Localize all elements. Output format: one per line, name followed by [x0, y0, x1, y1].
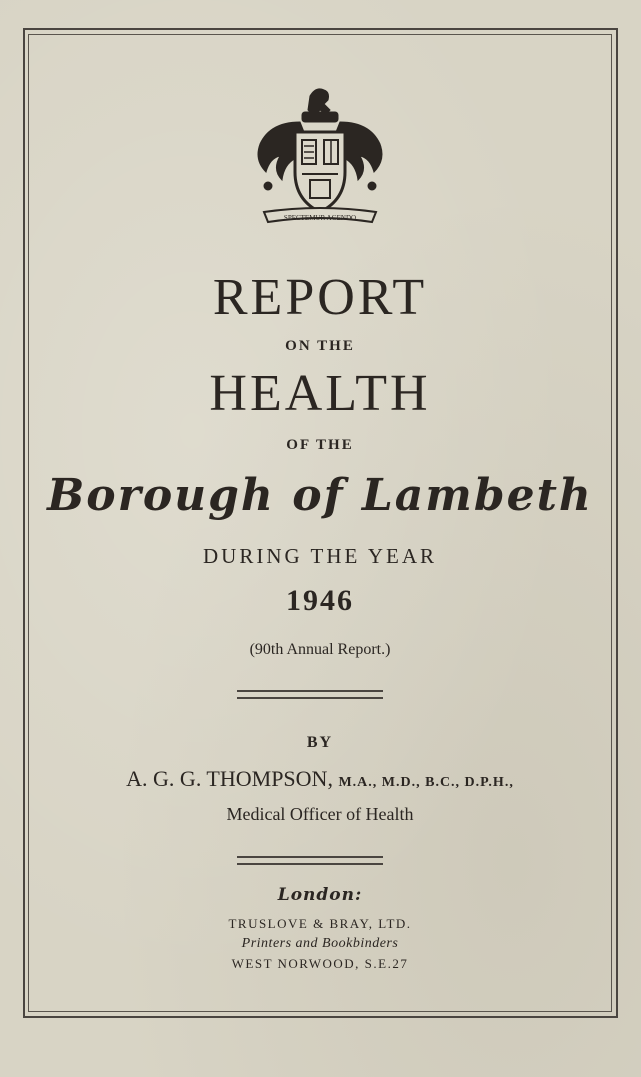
author-qualifications: M.A., M.D., B.C., D.P.H., — [338, 775, 514, 790]
report-year: 1946 — [286, 584, 354, 617]
during-the-year: DURING THE YEAR — [203, 544, 437, 568]
author-name: A. G. G. THOMPSON, — [126, 766, 333, 791]
divider-rule — [237, 856, 383, 865]
crest-motto: SPECTEMUR AGENDO — [283, 214, 357, 222]
coat-of-arms-icon — [250, 82, 390, 232]
author-title: Medical Officer of Health — [226, 804, 414, 824]
annual-report-number: (90th Annual Report.) — [249, 641, 391, 658]
printer-name: TRUSLOVE & BRAY, LTD. — [228, 916, 412, 931]
title-health: HEALTH — [209, 365, 431, 422]
printer-address: WEST NORWOOD, S.E.27 — [231, 956, 409, 971]
by-label: BY — [306, 734, 334, 751]
author-line — [28, 766, 612, 792]
on-the-label: ON THE — [285, 338, 355, 354]
divider-rule — [237, 690, 383, 699]
printer-description: Printers and Bookbinders — [241, 936, 399, 951]
publication-city: London: — [277, 885, 363, 905]
of-the-label: OF THE — [286, 437, 354, 453]
title-report: REPORT — [212, 269, 428, 326]
borough-name: Borough of Lambeth — [47, 470, 593, 521]
